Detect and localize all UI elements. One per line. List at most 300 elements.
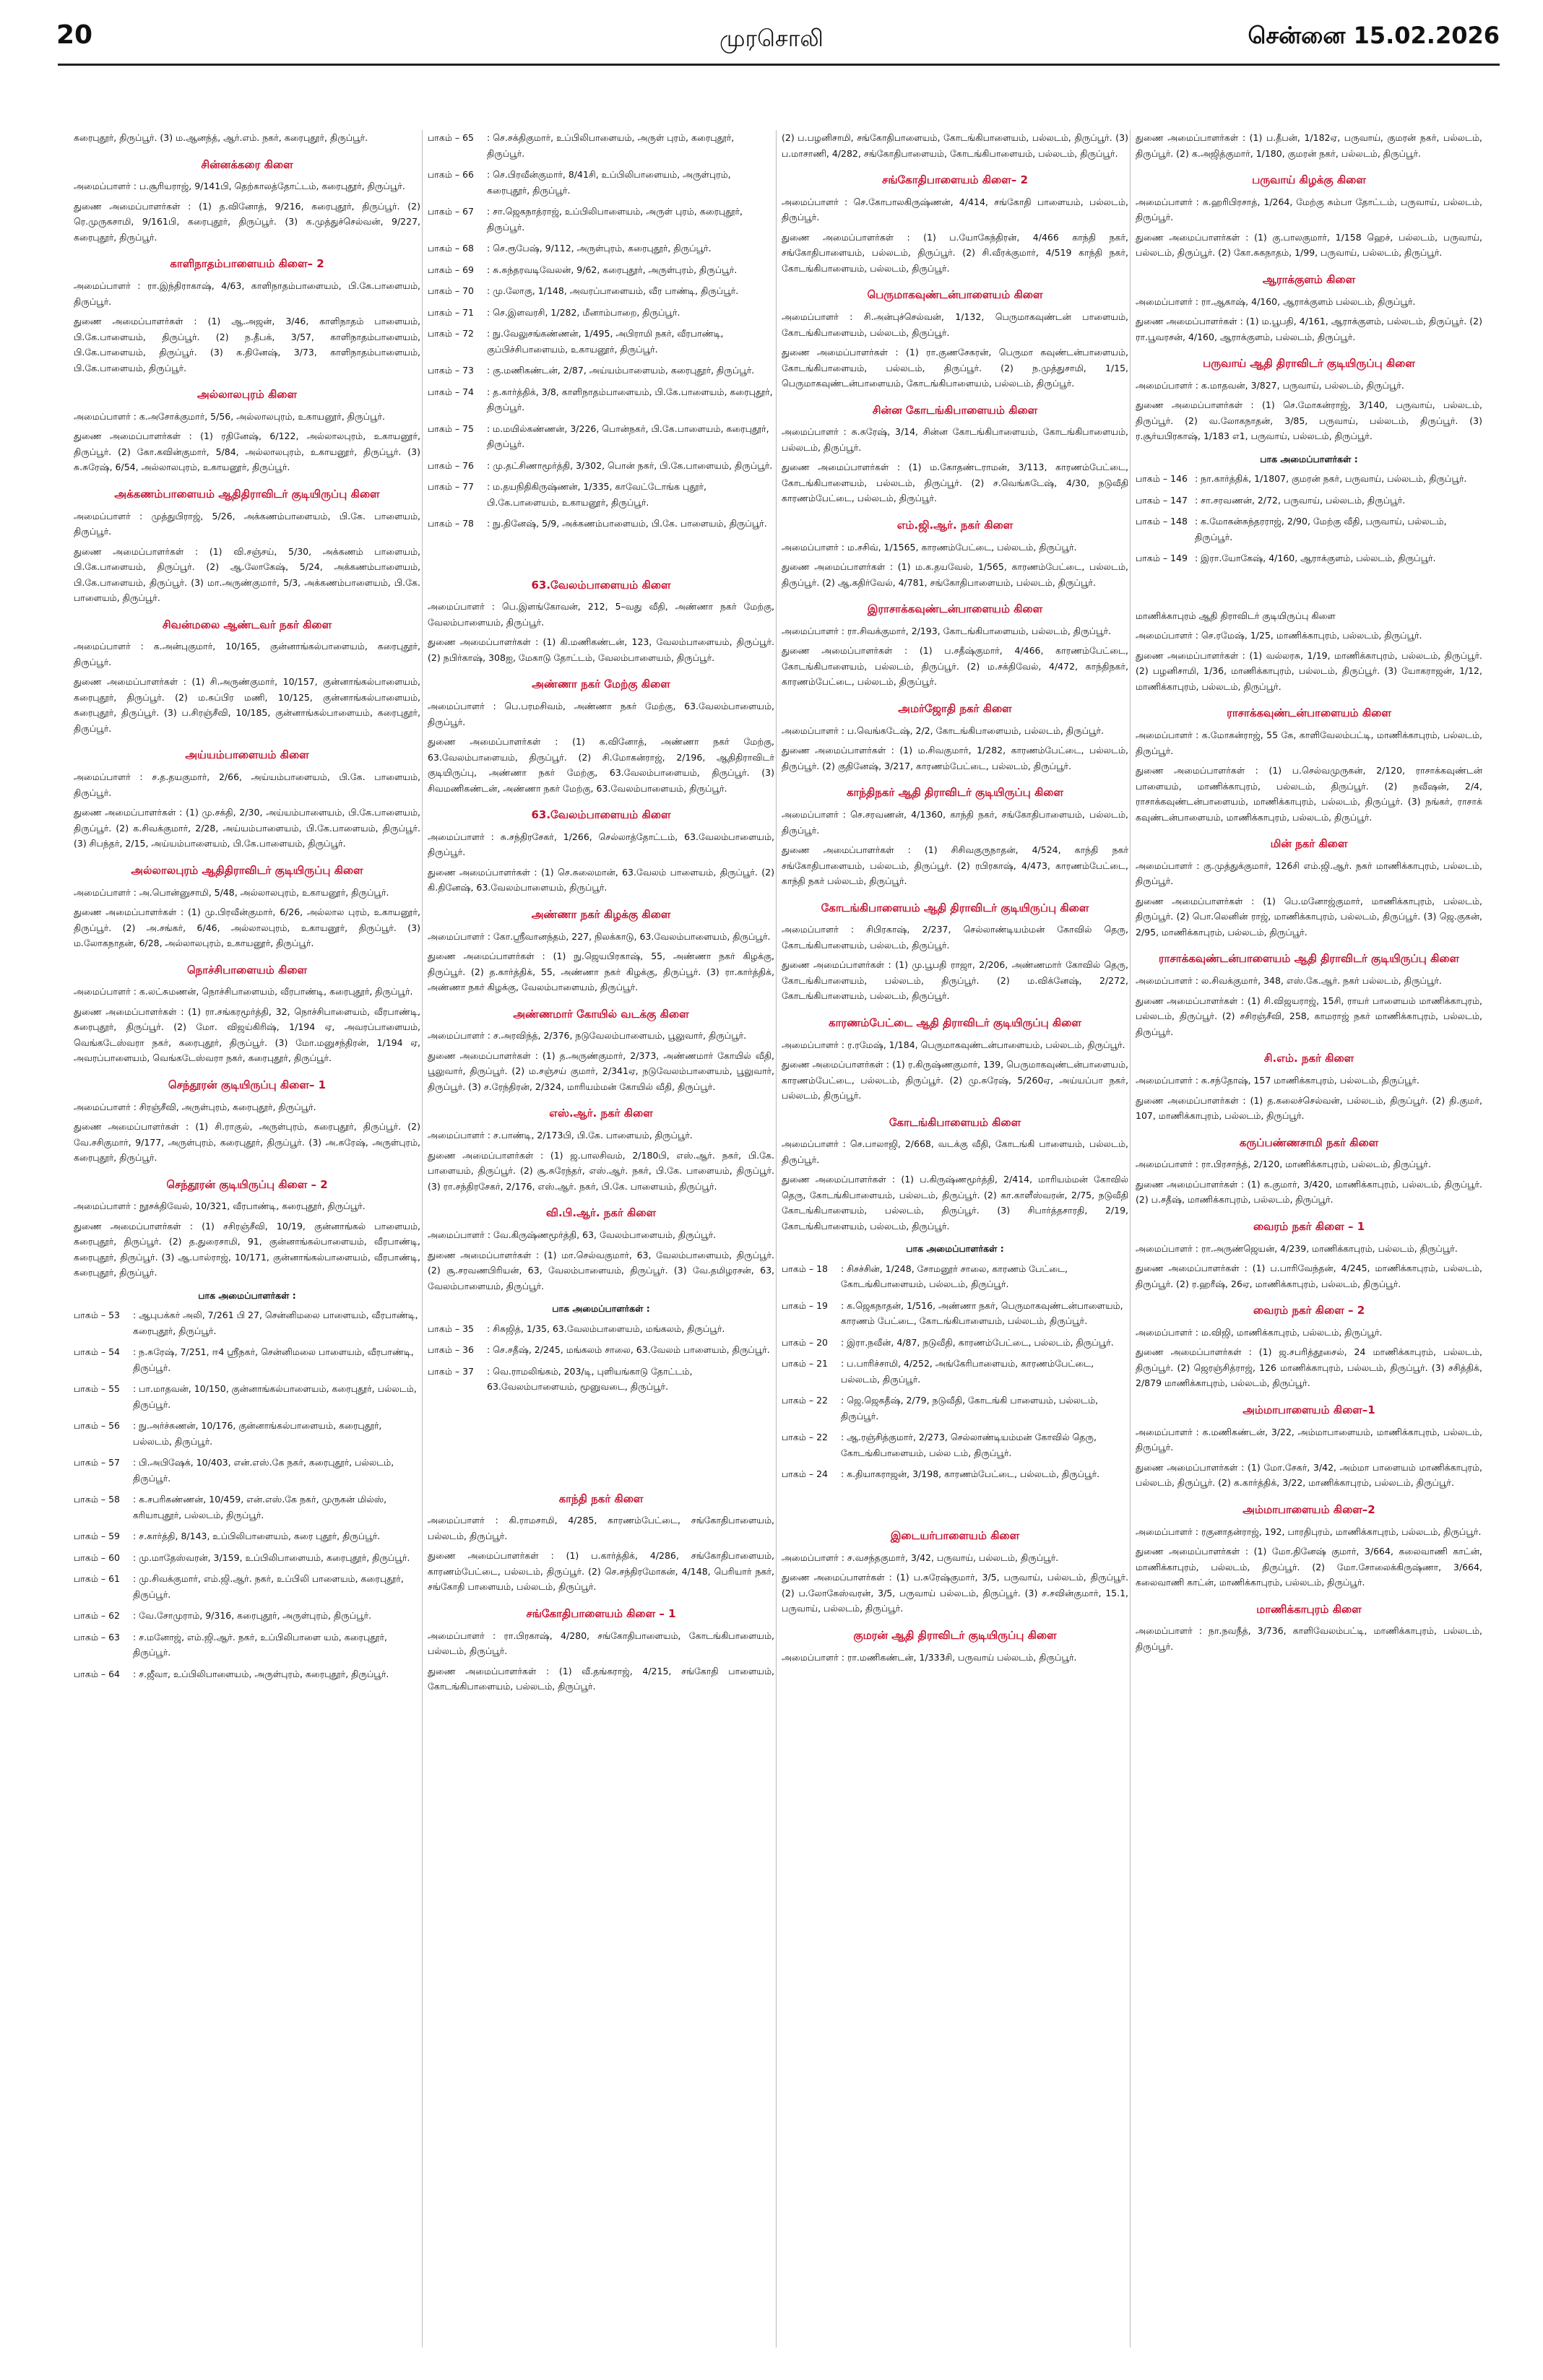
branch-block <box>74 1076 420 1166</box>
ward-row <box>428 458 774 474</box>
branch-block <box>428 576 774 666</box>
branch-block <box>1136 1050 1482 1123</box>
deputy-organisers: துணை அமைப்பாளர்கள் : (1) ப.செல்வமுருகன், 2/120, ராசாக்கவுண்டன் பாளையம், மாணிக்காபுரம், பல்லடம், திருப்பூர். (2) நவீஷன், 2/4, ராசாக்கவுண்டன்பாளையம், மாணிக்காபுரம், பல்லடம், திருப்பூர். (3) நங்கர், ராசாக் கவுண்டன்பாளையம், மாணிக்காபுரம், பல்லடம், திருப்பூர். <box>1136 765 1482 823</box>
branch-block <box>782 700 1128 774</box>
deputy-organisers: துணை அமைப்பாளர்கள் : (1) சி.விஜயராஜ், 15சி, ராயர் பாளையம் மாணிக்காபுரம், பல்லடம், திருப்பூர். (2) சசிரஞ்சீவி, 258, காமராஜ் நகர் மாணிக்காபுரம், பல்லடம், திருப்பூர். <box>1136 995 1482 1037</box>
deputy-organisers: துணை அமைப்பாளர்கள் : (1) மு.பிரவீன்குமார், 6/26, அல்லால புரம், உகாயனூர், திருப்பூர். (2) அ.சங்கர், 6/46, அல்லாலபுரம், உகாயனூர், திருப்பூர். (3) ம.லோகநாதன், 6/28, அல்லாலபுரம், உகாயனூர், திருப்பூர். <box>74 906 420 949</box>
branch-block <box>428 675 774 796</box>
deputy-organisers: துணை அமைப்பாளர்கள் : (1) க.குமார், 3/420, மாணிக்காபுரம், பல்லடம், திருப்பூர். (2) ப.சதீஷ், மாணிக்காபுரம், பல்லடம், திருப்பூர். <box>1136 1178 1482 1206</box>
ward-organiser: : மு.லோகு, 1/148, அவரப்பாளையம், வீர பாண்டி, திருப்பூர். <box>487 285 739 296</box>
branch-heading: கோடங்கிபாளையம் கிளை <box>889 1115 1021 1129</box>
deputy-organisers: துணை அமைப்பாளர்கள் : (1) ப.சதீஷ்குமார், 4/466, காரணம்பேட்டை, கோடங்கிபாளையம், பல்லடம், திருப்பூர். (2) ம.சக்திவேல், 4/472, காந்திநகர், காரணம்பேட்டை, பல்லடம், திருப்பூர். <box>782 645 1128 688</box>
branch-heading: அக்கணம்பாளையம் ஆதிதிராவிடர் குடியிருப்பு கிளை <box>114 487 380 501</box>
continued-text: கரைபுதூர், திருப்பூர். (3) ம.ஆனந்த், ஆர்.எம். நகர், கரைபுதூர், திருப்பூர். <box>74 132 368 143</box>
ward-number: பாகம் – 18 <box>782 1263 828 1274</box>
ward-organiser: : கு.மணிகண்டன், 2/87, அய்யம்பாளையம், கரைபுதூர், திருப்பூர். <box>487 365 755 376</box>
deputy-organisers: துணை அமைப்பாளர்கள் : (1) ஆ.அஜன், 3/46, காளிநாதம் பாளையம், பி.கே.பாளையம், திருப்பூர். (2) ந.தீபக், 3/57, காளிநாதம்பாளையம், பி.கே.பாளையம், திருப்பூர். (3) க.தினேஷ், 3/73, காளிநாதம்பாளையம், பி.கே.பாளையம், திருப்பூர். <box>74 316 420 373</box>
ward-number: பாகம் – 54 <box>74 1346 120 1358</box>
branch-heading: கருப்பண்ணசாமி நகர் கிளை <box>1239 1135 1379 1149</box>
ward-heading: பாக அமைப்பாளர்கள் : <box>198 1289 296 1301</box>
ward-list <box>782 1261 1128 1482</box>
ward-number: பாகம் – 20 <box>782 1336 828 1348</box>
branch-heading: சின்னக்கரை கிளை <box>201 157 293 171</box>
branch-heading: வைரம் நகர் கிளை – 1 <box>1253 1219 1365 1233</box>
ward-organiser: : பி.அபிஷேக், 10/403, என்.எஸ்.கே நகர், கரைபுதூர், பல்லடம், திருப்பூர். <box>133 1457 394 1484</box>
ward-organiser: : வெ.ராமலிங்கம், 203/டி, புளியங்காடு தோட்டம், 63.வேலம்பாளையம், மூனுவடை, திருப்பூர். <box>487 1365 693 1393</box>
ward-number: பாகம் – 71 <box>428 306 474 318</box>
branch-heading: சின்ன கோடங்கிபாளையம் கிளை <box>872 403 1038 417</box>
ward-organiser: : ம.தயநிதிகிருஷ்ணன், 1/335, காவேட்டோங்க புதூர், பி.கே.பாளையம், உகாயனூர், திருப்பூர். <box>487 481 706 508</box>
ward-heading: பாக அமைப்பாளர்கள் : <box>906 1243 1004 1255</box>
branch-block <box>782 1114 1128 1234</box>
deputy-organisers: துணை அமைப்பாளர்கள் : (1) மு.சக்தி, 2/30, அய்யம்பாளையம், பி.கே.பாளையம், திருப்பூர். (2) க.சிவக்குமார், 2/28, அய்யம்பாளையம், பி.கே.பாளையம், திருப்பூர். (3) சிபந்தர், 2/15, அய்யம்பாளையம், பி.கே.பாளையம், திருப்பூர். <box>74 807 420 849</box>
organiser: அமைப்பாளர் : ச.த.தயகுமார், 2/66, அய்யம்பாளையம், பி.கே. பாளையம், திருப்பூர். <box>74 771 420 798</box>
deputy-organisers: துணை அமைப்பாளர்கள் : (1) ப.கிருஷ்ணமூர்த்தி, 2/414, மாரியம்மன் கோவில் தெரு, கோடங்கிபாளையம், பல்லடம், திருப்பூர். (2) கா.காளீஸ்வரன், 2/75, நடுவீதி கோடங்கிபாளையம், பல்லடம், திருப்பூர். (3) சிபார்த்தசாரதி, 2/19, கோடங்கிபாளையம், பல்லடம், திருப்பூர். <box>782 1174 1128 1232</box>
ward-number: பாகம் – 63 <box>74 1631 120 1643</box>
ward-row <box>428 167 774 198</box>
branch-block <box>1136 1601 1482 1655</box>
ward-organiser: : செ.பிரவீன்குமார், 8/41சி, உப்பிலிபாளையம், அருள்புரம், கரைபுதூர், திருப்பூர். <box>487 169 731 196</box>
deputy-organisers: துணை அமைப்பாளர்கள் : (1) நு.ஜெயபிரகாஷ், 55, அண்ணா நகர் கிழக்கு, திருப்பூர். (2) த.கார்த்திக், 55, அண்ணா நகர் கிழக்கு, திருப்பூர். (3) ரா.கார்த்திக், அண்ணா நகர் கிழக்கு, வேலம்பாளையம், திருப்பூர். <box>428 951 774 993</box>
ward-row <box>428 516 774 532</box>
ward-row <box>74 1381 420 1412</box>
organiser: அமைப்பாளர் : ச.பாண்டி, 2/173பி, பி.கே. பாளையம், திருப்பூர். <box>428 1130 693 1141</box>
branch-block <box>782 899 1128 1004</box>
ward-row <box>74 1571 420 1602</box>
ward-organiser: : ஆபுபக்கர் அலி, 7/261 பி 27, சென்னிமலை பாளையம், வீரபாண்டி, கரைபுதூர், திருப்பூர். <box>133 1310 418 1336</box>
organiser: அமைப்பாளர் : கு.முத்துக்குமார், 126சி எம்.ஜி.ஆர். நகர் மாணிக்காபுரம், பல்லடம், திருப்பூர். <box>1136 860 1482 887</box>
branch-heading: அமர்ஜோதி நகர் கிளை <box>898 701 1012 715</box>
column-2 <box>428 130 774 1699</box>
ward-row <box>428 479 774 510</box>
ward-organiser: : ச.ஜீவா, உப்பிலிபாளையம், அருள்புரம், கரைபுதூர், திருப்பூர். <box>133 1668 389 1679</box>
branch-block <box>74 156 420 246</box>
ward-organiser: : சிசச்சின், 1/248, சோமனூர் சாலை, காரணம் பேட்டை, கோடங்கிபாளையம், பல்லடம், திருப்பூர். <box>841 1263 1068 1290</box>
branch-block <box>74 616 420 737</box>
ward-number: பாகம் – 22 <box>782 1395 828 1406</box>
ward-list <box>428 130 774 532</box>
organiser: அமைப்பாளர் : க.மாதவன், 3/827, பருவாய், பல்லடம், திருப்பூர். <box>1136 379 1404 391</box>
organiser: அமைப்பாளர் : சி.அன்புச்செல்வன், 1/132, பெருமாகவுண்டன் பாளையம், கோடங்கிபாளையம், பல்லடம், திருப்பூர். <box>782 311 1128 338</box>
deputy-organisers: துணை அமைப்பாளர்கள் : (1) ப.கார்த்திக், 4/286, சங்கோதிபாளையம், காரணம்பேட்டை, பல்லடம், திருப்பூர். (2) செ.சந்திரமோகன், 4/148, பெரியார் நகர், சங்கோதி பாளையம், பல்லடம், திருப்பூர். <box>428 1550 774 1593</box>
branch-block <box>782 286 1128 391</box>
deputy-organisers: துணை அமைப்பாளர்கள் : (1) ப.யோகேந்திரன், 4/466 காந்தி நகர், சங்கோதிபாளையம், பல்லடம், திருப்பூர். (2) சி.வீரக்குமார், 4/519 காந்தி நகர், கோடங்கிபாளையம், பல்லடம், திருப்பூர். <box>782 231 1128 274</box>
organiser: அமைப்பாளர் : க.அன்புகுமார், 10/165, குன்னாங்கல்பாளையம், கரைபுதூர், திருப்பூர். <box>74 641 420 667</box>
organiser: அமைப்பாளர் : ப.வெங்கடேஷ், 2/2, கோடங்கிபாளையம், பல்லடம், திருப்பூர். <box>782 724 1105 736</box>
branch-block <box>428 1005 774 1095</box>
ward-organiser: : இரா.யோகேஷ், 4/160, ஆராக்குளம், பல்லடம், திருப்பூர். <box>1195 553 1436 564</box>
ward-row <box>782 1356 1128 1387</box>
branch-block <box>782 516 1128 590</box>
ward-row <box>428 363 774 378</box>
ward-number: பாகம் – 58 <box>74 1494 120 1505</box>
organiser: அமைப்பாளர் : செ.சரவணன், 4/1360, காந்தி நகர், சங்கோதிபாளையம், பல்லடம், திருப்பூர். <box>782 809 1128 836</box>
deputy-organisers: துணை அமைப்பாளர்கள் : (1) வீ.தங்கராஜ், 4/215, சங்கோதி பாளையம், கோடங்கிபாளையம், பல்லடம், திருப்பூர். <box>428 1665 774 1692</box>
branch-heading: ஆராக்குளம் கிளை <box>1262 272 1356 286</box>
deputy-organisers: துணை அமைப்பாளர்கள் : (1) பெ.மனோஜ்குமார், மாணிக்காபுரம், பல்லடம், திருப்பூர். (2) பொ.லெனின் ராஜ், மாணிக்காபுரம், பல்லடம், திருப்பூர். (3) ஜெ.குகன், 2/95, மாணிக்காபுரம், பல்லடம், திருப்பூர். <box>1136 895 1482 938</box>
branch-block <box>428 1104 774 1194</box>
organiser: அமைப்பாளர் : ல.சிவக்குமார், 348, எஸ்.கே.ஆர். நகர் பல்லடம், திருப்பூர். <box>1136 975 1442 987</box>
ward-number: பாகம் – 55 <box>74 1383 120 1395</box>
ward-row <box>782 1393 1128 1424</box>
ward-number: பாகம் – 36 <box>428 1344 474 1356</box>
ward-row <box>782 1466 1128 1482</box>
organiser: அமைப்பாளர் : ரா.சிவக்குமார், 2/193, கோடங்கிபாளையம், பல்லடம், திருப்பூர். <box>782 625 1112 636</box>
branch-block <box>74 255 420 376</box>
ward-organiser: : இரா.நவீன், 4/87, நடுவீதி, காரணம்பேட்டை, பல்லடம், திருப்பூர். <box>841 1336 1114 1348</box>
ward-heading: பாக அமைப்பாளர்கள் : <box>552 1303 650 1315</box>
ward-row <box>782 1429 1128 1461</box>
ward-heading: பாக அமைப்பாளர்கள் : <box>1260 453 1358 464</box>
branch-block <box>1136 1401 1482 1491</box>
branch-heading: காளிநாதம்பாளையம் கிளை– 2 <box>170 257 324 271</box>
deputy-organisers: துணை அமைப்பாளர்கள் : (1) வி.சஞ்சய், 5/30, அக்கணம் பாளையம், பி.கே.பாளையம், திருப்பூர். (2) ஆ.லோகேஷ், 5/24, அக்கணம்பாளையம், பி.கே.பாளையம், திருப்பூர். (3) மா.அருண்குமார், 5/3, அக்கணம்பாளையம், பி.கே. பாளையம், திருப்பூர். <box>74 545 420 604</box>
ward-row <box>782 1335 1128 1351</box>
branch-block <box>74 862 420 951</box>
column-divider <box>776 130 777 2347</box>
deputy-organisers: துணை அமைப்பாளர்கள் : (1) ம.சிவகுமார், 1/282, காரணம்பேட்டை, பல்லடம், திருப்பூர். (2) குதினேஷ், 3/217, காரணம்பேட்டை, பல்லடம், திருப்பூர். <box>782 745 1128 771</box>
branch-heading: 63.வேலம்பாளையம் கிளை <box>531 578 671 592</box>
ward-row <box>74 1550 420 1566</box>
branch-heading: வி.பி.ஆர். நகர் கிளை <box>545 1206 657 1220</box>
branch-heading: சங்கோதிபாளையம் கிளை– 2 <box>882 173 1028 186</box>
ward-row <box>1136 550 1482 566</box>
branch-heading: அம்மாபாளையம் கிளை–1 <box>1242 1403 1375 1416</box>
organiser: அமைப்பாளர் : க.அசோக்குமார், 5/56, அல்லாலபுரம், உகாயனூர், திருப்பூர். <box>74 410 385 422</box>
branch-heading: ராசாக்கவுண்டன்பாளையம் ஆதி திராவிடர் குடியிருப்பு கிளை <box>1158 952 1460 966</box>
deputy-organisers: துணை அமைப்பாளர்கள் : (1) சி.ராகுல், அருள்புரம், கரைபுதூர், திருப்பூர். (2) வே.சசிகுமார், 9/177, அருள்புரம், கரைபுதூர், திருப்பூர். (3) அ.சுரேஷ், அருள்புரம், கரைபுதூர், திருப்பூர். <box>74 1121 420 1164</box>
deputy-organisers: துணை அமைப்பாளர்கள் : (1) ரா.குணசேகரன், பெருமா கவுண்டன்பாளையம், கோடங்கிபாளையம், பல்லடம், திருப்பூர். (2) ந.முத்துசாமி, 1/15, பெருமாகவுண்டன்பாளையம், கோடங்கிபாளையம், பல்லடம், திருப்பூர். <box>782 347 1128 389</box>
organiser: அமைப்பாளர் : சிபிரகாஷ், 2/237, செல்லாண்டியம்மன் கோவில் தெரு, கோடங்கிபாளையம், பல்லடம், திருப்பூர். <box>782 924 1128 951</box>
branch-heading: அண்ணா நகர் கிழக்கு கிளை <box>531 907 671 921</box>
ward-number: பாகம் – 57 <box>74 1457 120 1468</box>
branch-block <box>428 1490 774 1595</box>
ward-row <box>74 1492 420 1523</box>
branch-heading: கோடங்கிபாளையம் ஆதி திராவிடர் குடியிருப்பு கிளை <box>821 901 1089 914</box>
branch-block <box>1136 355 1482 444</box>
deputy-organisers: துணை அமைப்பாளர்கள் : (1) ப.பாரிவேந்தன், 4/245, மாணிக்காபுரம், பல்லடம், திருப்பூர். (2) ர.ஹரீஷ், 26ஏ, மாணிக்காபுரம், பல்லடம், திருப்பூர். <box>1136 1263 1482 1289</box>
ward-organiser: : ச.மனோஜ், எம்.ஜி.ஆர். நகர், உப்பிலிபாளை யம், கரைபுதூர், திருப்பூர். <box>133 1631 387 1658</box>
organiser: அமைப்பாளர் : செ.கோபாலகிருஷ்ணன், 4/414, சங்கோதி பாளையம், பல்லடம், திருப்பூர். <box>782 196 1128 223</box>
ward-list <box>74 1307 420 1682</box>
continued-text: (2) ப.பழனிசாமி, சங்கோதிபாளையம், கோடங்கிபாளையம், பல்லடம், திருப்பூர். (3) ப.மாசாணி, 4/282, சங்கோதிபாளையம், கோடங்கிபாளையம், பல்லடம், திருப்பூர். <box>782 132 1128 159</box>
column-divider <box>422 130 423 2347</box>
continued-text: துணை அமைப்பாளர்கள் : (1) ப.தீபன், 1/182ஏ, பருவாய், குமரன் நகர், பல்லடம், திருப்பூர். (2) க.அஜித்குமார், 1/180, குமரன் நகர், பல்லடம், திருப்பூர். <box>1136 132 1482 159</box>
ward-organiser: : க.மோகன்சுந்தரராஜ், 2/90, மேற்கு வீதி, பருவாய், பல்லடம், திருப்பூர். <box>1195 516 1447 542</box>
deputy-organisers: துணை அமைப்பாளர்கள் : (1) த.கலைச்செல்வன், பல்லடம், திருப்பூர். (2) தி.குமர், 107, மாணிக்காபுரம், பல்லடம், திருப்பூர். <box>1136 1094 1482 1122</box>
branch-block <box>1136 704 1482 825</box>
newspaper-name: முரசொலி <box>719 25 824 52</box>
organiser: அமைப்பாளர் : ச.வசந்தகுமார், 3/42, பருவாய், பல்லடம், திருப்பூர். <box>782 1552 1059 1563</box>
branch-block <box>782 1014 1128 1104</box>
branch-heading: ராசாக்கவுண்டன்பாளையம் கிளை <box>1227 706 1391 720</box>
organiser: அமைப்பாளர் : அ.பொன்னுசாமி, 5/48, அல்லாலபுரம், உகாயனூர், திருப்பூர். <box>74 886 389 898</box>
branch-heading: பருவாய் ஆதி திராவிடர் குடியிருப்பு கிளை <box>1203 357 1415 371</box>
deputy-organisers: துணை அமைப்பாளர்கள் : (1) வல்லரசு, 1/19, மாணிக்காபுரம், பல்லடம், திருப்பூர். (2) பழனிசாமி, 1/36, மாணிக்காபுரம், பல்லடம், திருப்பூர். (3) யோகராஜன், 1/12, மாணிக்காபுரம், பல்லடம், திருப்பூர். <box>1136 649 1482 692</box>
ward-list <box>428 1321 774 1395</box>
deputy-organisers: துணை அமைப்பாளர்கள் : (1) ம.க.தயவேல், 1/565, காரணம்பேட்டை, பல்லடம், திருப்பூர். (2) ஆ.கதிர்வேல், 4/781, சங்கோதிபாளையம், பல்லடம், திருப்பூர். <box>782 561 1128 588</box>
ward-row <box>428 1364 774 1395</box>
deputy-organisers: துணை அமைப்பாளர்கள் : (1) ம.கோதண்டராமன், 3/113, காரணம்பேட்டை, கோடங்கிபாளையம், பல்லடம், திருப்பூர். (2) ச.வெங்கடேஷ், 4/30, நடுவீதி காரணம்பேட்டை, பல்லடம், திருப்பூர். <box>782 462 1128 504</box>
branch-heading: இராசாக்கவுண்டன்பாளையம் கிளை <box>867 602 1043 616</box>
organiser: அமைப்பாளர் : சு.சுரேஷ், 3/14, சின்ன கோடங்கிபாளையம், கோடங்கிபாளையம், பல்லடம், திருப்பூர். <box>782 426 1128 453</box>
branch-block <box>782 1627 1128 1665</box>
deputy-organisers: துணை அமைப்பாளர்கள் : (1) ப.சுரேஷ்குமார், 3/5, பருவாய், பல்லடம், திருப்பூர். (2) ப.லோகேஸ்வரன், 3/5, பருவாய் பல்லடம், திருப்பூர். (3) ச.சவின்குமார், 15.1, பருவாய், பல்லடம், திருப்பூர். <box>782 1572 1128 1614</box>
organiser: அமைப்பாளர் : க.ஹரிபிரசாத், 1/264, மேற்கு சும்பா தோட்டம், பருவாய், பல்லடம், திருப்பூர். <box>1136 196 1482 223</box>
ward-row <box>74 1666 420 1682</box>
branch-heading: மாணிக்காபுரம் கிளை <box>1256 1602 1362 1616</box>
ward-number: பாகம் – 19 <box>782 1299 828 1311</box>
ward-number: பாகம் – 65 <box>428 132 474 143</box>
ward-organiser: : நு.அர்ச்சுணன், 10/176, குன்னாங்கல்பாளையம், கரைபுதூர், பல்லடம், திருப்பூர். <box>133 1420 382 1447</box>
ward-row <box>428 241 774 256</box>
ward-number: பாகம் – 37 <box>428 1365 474 1377</box>
ward-organiser: : ம.மயில்கண்ணன், 3/226, பொன்நகர், பி.கே.பாளையம், கரைபுதூர், திருப்பூர். <box>487 423 769 449</box>
ward-number: பாகம் – 77 <box>428 481 474 492</box>
deputy-organisers: துணை அமைப்பாளர்கள் : (1) கி.மணிகண்டன், 123, வேலம்பாளையம், திருப்பூர். (2) நபிர்காஷ், 308ஐ, மேகாடு தோட்டம், வேலம்பாளையம், திருப்பூர். <box>428 636 774 663</box>
ward-number: பாகம் – 69 <box>428 264 474 275</box>
column-1 <box>74 130 420 1687</box>
branch-heading: எம்.ஜி.ஆர். நகர் கிளை <box>896 518 1013 532</box>
deputy-organisers: துணை அமைப்பாளர்கள் : (1) சி.அருண்குமார், 10/157, குன்னாங்கல்பாளையம், கரைபுதூர், திருப்பூர். (2) ம.சுப்பிர மணி, 10/125, குன்னாங்கல்பாளையம், கரைபுதூர், திருப்பூர். (3) ப.சிரஞ்சீவி, 10/185, குன்னாங்கல்பாளையம், கரைபுதூர், திருப்பூர். <box>74 676 420 734</box>
deputy-organisers: துணை அமைப்பாளர்கள் : (1) த.வினோத், 9/216, கரைபுதூர், திருப்பூர். (2) ரெ.முருகசாமி, 9/161பி, கரைபுதூர், திருப்பூர். (3) க.முத்துச்செல்வன், 9/227, கரைபுதூர், திருப்பூர். <box>74 200 420 243</box>
deputy-organisers: துணை அமைப்பாளர்கள் : (1) ரா.சங்கரமூர்த்தி, 32, நொச்சிபாளையம், வீரபாண்டி, கரைபுதூர், திருப்பூர். (2) மோ. விஜய்கிரிஷ், 1/194 ஏ, அவரப்பாளையம், வெங்கடேஸ்வரா நகர், கரைபுதூர், திருப்பூர். (3) மோ.மனுசந்திரன், 1/194 ஏ, அவரப்பாளையம், வெங்கடேஸ்வரா நகர், கரைபுதூர், திருப்பூர். <box>74 1005 420 1064</box>
ward-row <box>74 1608 420 1624</box>
ward-organiser: : வே.சோமுராம், 9/316, கரைபுதூர், அருள்புரம், திருப்பூர். <box>133 1610 372 1622</box>
branch-heading: குமரன் ஆதி திராவிடர் குடியிருப்பு கிளை <box>853 1628 1057 1642</box>
branch-heading: பெருமாகவுண்டன்பாளையம் கிளை <box>867 288 1043 302</box>
organiser: அமைப்பாளர் : ரகுனாதன்ராஜ், 192, பாரதிபுரம், மாணிக்காபுரம், பல்லடம், திருப்பூர். <box>1136 1526 1482 1537</box>
deputy-organisers: துணை அமைப்பாளர்கள் : (1) மு.பூபதி ராஜா, 2/206, அண்ணமார் கோவில் தெரு, கோடங்கிபாளையம், பல்லடம், திருப்பூர். (2) ம.விக்னேஷ், 2/272, கோடங்கிபாளையம், பல்லடம், திருப்பூர். <box>782 959 1128 1002</box>
branch-heading: சிவன்மலை ஆண்டவர் நகர் கிளை <box>162 618 332 631</box>
ward-number: பாகம் – 73 <box>428 365 474 376</box>
ward-organiser: : செ.சதீஷ், 2/245, மங்கலம் சாலை, 63.வேலம் பாளையம், திருப்பூர். <box>487 1344 770 1356</box>
branch-block <box>1136 1218 1482 1291</box>
ward-organiser: : நு.வேலுசங்கண்ணன், 1/495, அபிராமி நகர், வீரபாண்டி, குப்பிச்சிபாளையம், உகாயனூர், திருப்பூர். <box>487 328 724 355</box>
organiser: அமைப்பாளர் : ச.அரவிந்த், 2/376, நடுவேலம்பாளையம், பூலுவார், திருப்பூர். <box>428 1030 747 1042</box>
organiser: அமைப்பாளர் : நூசக்திவேல், 10/321, வீரபாண்டி, கரைபுதூர், திருப்பூர். <box>74 1200 366 1212</box>
ward-row <box>428 384 774 415</box>
branch-block <box>1136 271 1482 345</box>
ward-organiser: : ந.சுரேஷ், 7/251, ஈ4 ஸ்ரீநகர், சென்னிமலை பாளையம், வீரபாண்டி, திருப்பூர். <box>133 1346 414 1373</box>
deputy-organisers: துணை அமைப்பாளர்கள் : (1) செ.சுலைமான், 63.வேலம் பாளையம், திருப்பூர். (2) கி.தினேஷ், 63.வேலம்பாளையம், திருப்பூர். <box>428 866 774 893</box>
ward-row <box>74 1528 420 1544</box>
ward-number: பாகம் – 66 <box>428 169 474 180</box>
ward-organiser: : பா.மாதவன், 10/150, குன்னாங்கல்பாளையம், கரைபுதூர், பல்லடம், திருப்பூர். <box>133 1383 417 1410</box>
organiser: அமைப்பாளர் : செ.பாலாஜி, 2/668, வடக்கு வீதி, கோடங்கி பாளையம், பல்லடம், திருப்பூர். <box>782 1138 1128 1165</box>
organiser: அமைப்பாளர் : சு.சந்திரசேகர், 1/266, செல்லாத்தோட்டம், 63.வேலம்பாளையம், திருப்பூர். <box>428 831 774 858</box>
column-divider <box>1130 130 1131 2347</box>
deputy-organisers: துணை அமைப்பாளர்கள் : (1) க.வினோத், அண்ணா நகர் மேற்கு, 63.வேலம்பாளையம், திருப்பூர். (2) சி.மோகன்ராஜ், 2/196, ஆதிதிராவிடர் குடியிருப்பு, அண்ணா நகர் மேற்கு, 63.வேலம்பாளையம், திருப்பூர். (3) சிவமணிகண்டன், அண்ணா நகர் மேற்கு, 63.வேலம்பாளையம், திருப்பூர். <box>428 736 774 794</box>
column-3 <box>782 130 1128 1669</box>
branch-heading: அய்யம்பாளையம் கிளை <box>185 748 309 762</box>
ward-number: பாகம் – 59 <box>74 1531 120 1542</box>
ward-organiser: : க.தியாகராஜன், 3/198, காரணம்பேட்டை, பல்லடம், திருப்பூர். <box>841 1468 1100 1480</box>
ward-organiser: : க.ஜெகநாதன், 1/516, அண்ணா நகர், பெருமாகவுண்டன்பாளையம், காரணம் பேட்டை, கோடங்கிபாளையம், பல்லடம், திருப்பூர். <box>841 1299 1123 1327</box>
branch-block <box>782 600 1128 690</box>
branch-block <box>428 1605 774 1695</box>
ward-number: பாகம் – 24 <box>782 1468 828 1480</box>
organiser: அமைப்பாளர் : ரா.அருண்ஜெயன், 4/239, மாணிக்காபுரம், பல்லடம், திருப்பூர். <box>1136 1242 1458 1254</box>
organiser: அமைப்பாளர் : கோ.ஸ்ரீவானந்தம், 227, நிலக்காடு, 63.வேலம்பாளையம், திருப்பூர். <box>428 930 771 942</box>
branch-heading: மின் நகர் கிளை <box>1270 837 1348 851</box>
ward-organiser: : க.சபரிகண்ணன், 10/459, என்.எஸ்.கே நகர், முருகன் மில்ஸ், கரியாபுதூர், பல்லடம், திருப்பூர். <box>133 1494 387 1520</box>
ward-number: பாகம் – 67 <box>428 206 474 217</box>
ward-number: பாகம் – 147 <box>1136 494 1188 506</box>
masthead <box>0 0 1543 72</box>
branch-block <box>74 386 420 475</box>
branch-block <box>428 806 774 896</box>
ward-number: பாகம் – 56 <box>74 1420 120 1432</box>
branch-block <box>782 784 1128 888</box>
branch-block <box>74 746 420 851</box>
branch-block <box>1136 1302 1482 1391</box>
branch-heading: மாணிக்காபுரம் ஆதி திராவிடர் குடியிருப்பு கிளை <box>1136 610 1336 621</box>
deputy-organisers: துணை அமைப்பாளர்கள் : (1) சசிரஞ்சீவி, 10/19, குன்னாங்கல் பாளையம், கரைபுதூர், திருப்பூர். (2) த.துரைசாமி, 91, குன்னாங்கல்பாளையம், வீரபாண்டி, கரைபுதூர், திருப்பூர். (3) ஆ.பால்ராஜ், 10/171, குன்னாங்கல்பாளையம், வீரபாண்டி, கரைபுதூர், திருப்பூர். <box>74 1220 420 1278</box>
ward-row <box>428 1342 774 1358</box>
ward-organiser: : செ.ரூபேஷ், 9/112, அருள்புரம், கரைபுதூர், திருப்பூர். <box>487 243 712 254</box>
ward-row <box>428 421 774 452</box>
branch-block <box>782 171 1128 276</box>
branch-block <box>1136 1501 1482 1591</box>
ward-list <box>1136 471 1482 566</box>
branch-heading: வைரம் நகர் கிளை – 2 <box>1253 1304 1365 1317</box>
ward-row <box>428 130 774 161</box>
ward-number: பாகம் – 22 <box>782 1432 828 1443</box>
branch-heading: அல்லாலபுரம் ஆதிதிராவிடர் குடியிருப்பு கிளை <box>131 863 363 877</box>
ward-number: பாகம் – 68 <box>428 243 474 254</box>
ward-row <box>74 1455 420 1486</box>
organiser: அமைப்பாளர் : சிரஞ்சீவி, அருள்புரம், கரைபுதூர், திருப்பூர். <box>74 1101 316 1112</box>
organiser: அமைப்பாளர் : கி.ராமசாமி, 4/285, காரணம்பேட்டை, சங்கோதிபாளையம், பல்லடம், திருப்பூர். <box>428 1515 774 1541</box>
branch-block <box>1136 608 1482 695</box>
deputy-organisers: துணை அமைப்பாளர்கள் : (1) மோ.தினேஷ் குமார், 3/664, கலைவாணி காட்ன், மாணிக்காபுரம், பல்லடம், திருப்பூர். (2) மோ.சோலைக்கிருஷ்ணா, 3/664, கலைவாணி காட்ன், மாணிக்காபுரம், பல்லடம், திருப்பூர். <box>1136 1546 1482 1588</box>
ward-number: பாகம் – 64 <box>74 1668 120 1679</box>
organiser: அமைப்பாளர் : ப.சூரியராஜ், 9/141பி, தெற்காலத்தோட்டம், கரைபுதூர், திருப்பூர். <box>74 181 405 192</box>
ward-organiser: : ச.கார்த்தி, 8/143, உப்பிலிபாளையம், கரை புதூர், திருப்பூர். <box>133 1531 381 1542</box>
deputy-organisers: துணை அமைப்பாளர்கள் : (1) மோ.சேகர், 3/42, அம்மா பாளையம் மாணிக்காபுரம், பல்லடம், திருப்பூர். (2) க.கார்த்திக், 3/22, மாணிக்காபுரம், பல்லடம், திருப்பூர். <box>1136 1461 1482 1489</box>
ward-number: பாகம் – 60 <box>74 1552 120 1563</box>
deputy-organisers: துணை அமைப்பாளர்கள் : (1) ஜ.பாலசிவம், 2/180பி, எஸ்.ஆர். நகர், பி.கே. பாளையம், திருப்பூர். (2) சூ.சுரேந்தர், எஸ்.ஆர். நகர், பி.கே. பாளையம், திருப்பூர். (3) ரா.சந்திரசேகர், 2/176, எஸ்.ஆர். நகர், பி.கே. பாளையம், திருப்பூர். <box>428 1149 774 1192</box>
organiser: அமைப்பாளர் : க.லட்சுமணன், நொச்சிபாளையம், வீரபாண்டி, கரைபுதூர், திருப்பூர். <box>74 986 413 998</box>
branch-heading: இடையர்பாளையம் கிளை <box>890 1528 1020 1542</box>
branch-heading: காந்திநகர் ஆதி திராவிடர் குடியிருப்பு கிளை <box>846 786 1064 800</box>
ward-row <box>782 1298 1128 1329</box>
deputy-organisers: துணை அமைப்பாளர்கள் : (1) கு.பாலகுமார், 1/158 ஹெச், பல்லடம், பருவாய், பல்லடம், திருப்பூர். (2) கோ.சுகநாதம், 1/99, பருவாய், பல்லடம், திருப்பூர். <box>1136 231 1482 259</box>
organiser: அமைப்பாளர் : முத்துபிராஜ், 5/26, அக்கணம்பாளையம், பி.கே. பாளையம், திருப்பூர். <box>74 510 420 537</box>
ward-number: பாகம் – 148 <box>1136 516 1188 527</box>
organiser: அமைப்பாளர் : ரா.பிரகாஷ், 4/280, சங்கோதிபாளையம், கோடங்கிபாளையம், பல்லடம், திருப்பூர். <box>428 1630 774 1657</box>
organiser: அமைப்பாளர் : வே.கிருஷ்ணமூர்த்தி, 63, வேலம்பாளையம், திருப்பூர். <box>428 1229 717 1241</box>
ward-row <box>428 305 774 321</box>
branch-block <box>74 961 420 1066</box>
ward-row <box>74 1418 420 1449</box>
organiser: அமைப்பாளர் : செ.ரமேஷ், 1/25, மாணிக்காபுரம், பல்லடம், திருப்பூர். <box>1136 630 1422 641</box>
organiser: அமைப்பாளர் : சு.சந்தோஷ், 157 மாணிக்காபுரம், பல்லடம், திருப்பூர். <box>1136 1075 1419 1086</box>
branch-heading: அம்மாபாளையம் கிளை–2 <box>1242 1502 1375 1516</box>
ward-row <box>428 262 774 278</box>
ward-number: பாகம் – 74 <box>428 386 474 397</box>
header-rule <box>58 64 1500 66</box>
branch-heading: அல்லாலபுரம் கிளை <box>196 388 298 402</box>
branch-block <box>1136 950 1482 1039</box>
deputy-organisers: துணை அமைப்பாளர்கள் : (1) சிசிவகுருநாதன், 4/524, காந்தி நகர் சங்கோதிபாளையம், பல்லடம், திருப்பூர். (2) ரபிரகாஷ், 4/473, காரணம்பேட்டை, காந்தி நகர் பல்லடம், திருப்பூர். <box>782 844 1128 887</box>
ward-row <box>782 1261 1128 1292</box>
ward-organiser: : ஜெ.ஜெகதீஷ், 2/79, நடுவீதி, கோடங்கி பாளையம், பல்லடம், திருப்பூர். <box>841 1395 1099 1421</box>
ward-row <box>74 1344 420 1375</box>
branch-block <box>782 1527 1128 1617</box>
deputy-organisers: துணை அமைப்பாளர்கள் : (1) ரதினேஷ், 6/122, அல்லாலபுரம், உகாயனூர், திருப்பூர். (2) கோ.கவின்குமார், 5/84, அல்லாலபுரம், உகாயனூர், திருப்பூர். (3) சு.சுரேஷ், 6/54, அல்லாலபுரம், உகாயனூர், திருப்பூர். <box>74 430 420 473</box>
ward-number: பாகம் – 75 <box>428 423 474 434</box>
branch-heading: அண்ணமார் கோயில் வடக்கு கிளை <box>513 1007 689 1021</box>
ward-organiser: : ப.பாரிச்சாமி, 4/252, அங்கேரிபாளையம், காரணம்பேட்டை, பல்லடம், திருப்பூர். <box>841 1358 1094 1385</box>
ward-number: பாகம் – 61 <box>74 1573 120 1585</box>
ward-organiser: : சா.ஜெகநாத்ராஜ், உப்பிலிபாளையம், அருள் புரம், கரைபுதூர், திருப்பூர். <box>487 206 743 233</box>
ward-number: பாகம் – 35 <box>428 1323 474 1334</box>
page-number: 20 <box>56 20 93 50</box>
organiser: அமைப்பாளர் : ரா.பிரசாந்த், 2/120, மாணிக்காபுரம், பல்லடம், திருப்பூர். <box>1136 1159 1431 1170</box>
ward-row <box>1136 471 1482 487</box>
organiser: அமைப்பாளர் : ரா.ஆகாஷ், 4/160, ஆராக்குளம் பல்லடம், திருப்பூர். <box>1136 295 1416 307</box>
ward-row <box>428 204 774 235</box>
deputy-organisers: துணை அமைப்பாளர்கள் : (1) ஜ.சபரித்தூசைல், 24 மாணிக்காபுரம், பல்லடம், திருப்பூர். (2) ஜெரஞ்சித்ராஜ், 126 மாணிக்காபுரம், பல்லடம், திருப்பூர். (3) சசித்திக், 2/879 மாணிக்காபுரம், பல்லடம், திருப்பூர். <box>1136 1346 1482 1389</box>
ward-number: பாகம் – 76 <box>428 459 474 471</box>
branch-heading: காரணம்பேட்டை ஆதி திராவிடர் குடியிருப்பு கிளை <box>829 1016 1081 1029</box>
branch-heading: நொச்சிபாளையம் கிளை <box>186 963 308 977</box>
branch-heading: பருவாய் கிழக்கு கிளை <box>1252 173 1366 186</box>
branch-block <box>1136 171 1482 261</box>
organiser: அமைப்பாளர் : ம.சசிவ், 1/1565, காரணம்பேட்டை, பல்லடம், திருப்பூர். <box>782 541 1077 553</box>
ward-organiser: : நா.கார்த்திக், 1/1807, குமரன் நகர், பருவாய், பல்லடம், திருப்பூர். <box>1195 473 1467 485</box>
ward-organiser: : சா.சரவணன், 2/72, பருவாய், பல்லடம், திருப்பூர். <box>1195 494 1406 506</box>
branch-heading: சங்கோதிபாளையம் கிளை – 1 <box>526 1606 676 1620</box>
organiser: அமைப்பாளர் : ரா.மணிகண்டன், 1/333சி, பருவாய் பல்லடம், திருப்பூர். <box>782 1651 1077 1663</box>
branch-heading: செந்தூரன் குடியிருப்பு கிளை – 2 <box>166 1177 328 1191</box>
ward-organiser: : நு.தினேஷ், 5/9, அக்கணம்பாளையம், பி.கே. பாளையம், திருப்பூர். <box>487 518 767 529</box>
column-4 <box>1136 130 1482 1658</box>
ward-number: பாகம் – 70 <box>428 285 474 296</box>
ward-organiser: : செ.இளவரசி, 1/282, மீனாம்பாறை, திருப்பூர். <box>487 306 680 318</box>
ward-organiser: : செ.சக்திகுமார், உப்பிலிபாளையம், அருள் புரம், கரைபுதூர், திருப்பூர். <box>487 132 735 159</box>
branch-heading: எஸ்.ஆர். நகர் கிளை <box>549 1107 653 1120</box>
organiser: அமைப்பாளர் : ர.ரமேஷ், 1/184, பெருமாகவுண்டன்பாளையம், பல்லடம், திருப்பூர். <box>782 1039 1125 1050</box>
ward-number: பாகம் – 72 <box>428 328 474 339</box>
ward-number: பாகம் – 21 <box>782 1358 828 1369</box>
ward-organiser: : சிசுஜித், 1/35, 63.வேலம்பாளையம், மங்கலம், திருப்பூர். <box>487 1323 725 1334</box>
branch-block <box>782 402 1128 506</box>
organiser: அமைப்பாளர் : க.மணிகண்டன், 3/22, அம்மாபாளையம், மாணிக்காபுரம், பல்லடம், திருப்பூர். <box>1136 1426 1482 1453</box>
ward-row <box>428 326 774 357</box>
organiser: அமைப்பாளர் : ரா.இந்திராகாஷ், 4/63, காளிநாதம்பாளையம், பி.கே.பாளையம், திருப்பூர். <box>74 280 420 307</box>
dateline: சென்னை 15.02.2026 <box>1248 22 1500 49</box>
branch-heading: அண்ணா நகர் மேற்கு கிளை <box>532 678 670 691</box>
ward-number: பாகம் – 149 <box>1136 553 1188 564</box>
ward-number: பாகம் – 78 <box>428 518 474 529</box>
ward-organiser: : சு.சுந்தரவடிவேலன், 9/62, கரைபுதூர், அருள்புரம், திருப்பூர். <box>487 264 738 275</box>
deputy-organisers: துணை அமைப்பாளர்கள் : (1) செ.மோகன்ராஜ், 3/140, பருவாய், பல்லடம், திருப்பூர். (2) வ.லோகநாதன், 3/85, பருவாய், பல்லடம், திருப்பூர். (3) ர.சூர்யபிரகாஷ், 1/183 எ1, பருவாய், பல்லடம், திருப்பூர். <box>1136 399 1482 442</box>
ward-row <box>428 283 774 299</box>
ward-row <box>428 1321 774 1337</box>
branch-heading: காந்தி நகர் கிளை <box>558 1492 644 1505</box>
organiser: அமைப்பாளர் : பெ.இளங்கோவன், 212, 5–வது வீதி, அண்ணா நகர் மேற்கு, வேலம்பாளையம், திருப்பூர். <box>428 601 774 628</box>
branch-block <box>428 1204 774 1294</box>
ward-organiser: : ஆ.ரஞ்சித்குமார், 2/273, செல்லாண்டியம்மன் கோவில் தெரு, கோடங்கிபாளையம், பல்ல டம், திருப்பூர். <box>841 1432 1097 1458</box>
ward-row <box>74 1630 420 1661</box>
branch-heading: 63.வேலம்பாளையம் கிளை <box>531 808 671 822</box>
organiser: அமைப்பாளர் : ம.விஜி, மாணிக்காபுரம், பல்லடம், திருப்பூர். <box>1136 1326 1383 1338</box>
deputy-organisers: துணை அமைப்பாளர்கள் : (1) ர.கிருஷ்ணகுமார், 139, பெருமாகவுண்டன்பாளையம், காரணம்பேட்டை, பல்லடம், திருப்பூர். (2) மு.சுரேஷ், 5/260ஏ, அய்யப்பா நகர், பல்லடம், திருப்பூர். <box>782 1059 1128 1102</box>
branch-block <box>1136 835 1482 940</box>
